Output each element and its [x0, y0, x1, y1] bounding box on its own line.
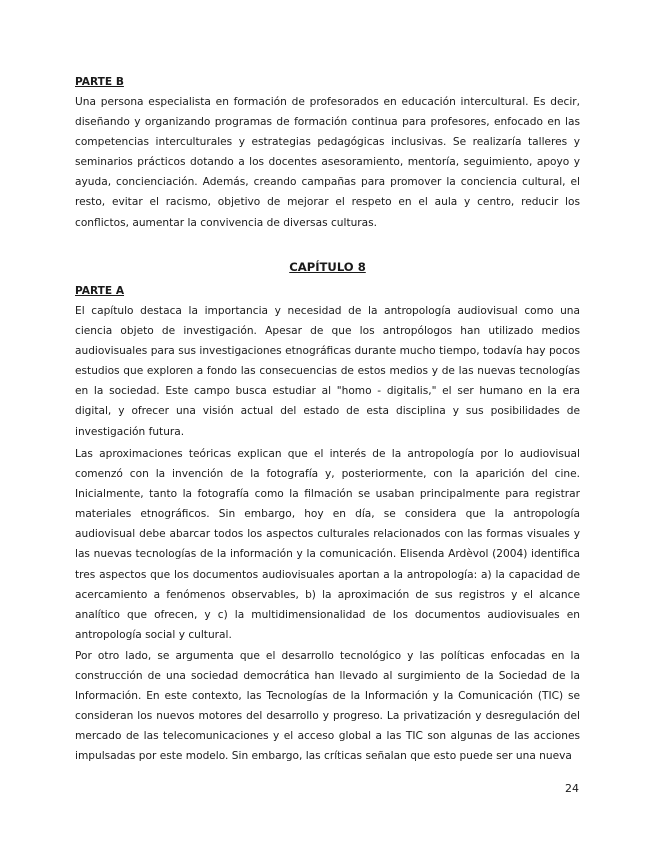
parte-a-section-3 [75, 646, 580, 767]
paragraph-3: Por otro lado, se argumenta que el desarrollo tecnológico y las políticas enfocadas en la construcción de una sociedad democrática han llevado al surgimiento de la Sociedad de la Información. En este contexto, las Tecnologías de la Información y la Comunicación (TIC) se consideran los nuevos motores del desarrollo y progreso. La privatización y desregulación del mercado de las telecomunicaciones y el acceso global a las TIC son algunas de las acciones impulsadas por este modelo. Sin embargo, las críticas señalan que esto puede ser una nueva [75, 650, 580, 763]
parte-b-heading: PARTE B [75, 76, 124, 88]
parte-b-section [75, 72, 580, 233]
paragraph-1: El capítulo destaca la importancia y necesidad de la antropología audiovisual como una ciencia objeto de investigación. Apesar de que los antropólogos han utilizado medios audiovisuales para sus investigaciones etnográficas durante mucho tiempo, todavía hay pocos estudios que exploren a fondo las consecuencias de estos medios y de las nuevas tecnologías en la sociedad. Este campo busca estudiar al "homo - digitalis," el ser humano en la era digital, y ofrecer una visión actual del estado de esta disciplina y sus posibilidades de investigación futura. [75, 305, 580, 438]
paragraph-2: Las aproximaciones teóricas explican que el interés de la antropología por lo audiovisual comenzó con la invención de la fotografía y, posteriormente, con la aparición del cine. Inicialmente, tanto la fotografía como la filmación se usaban principalmente para registrar materiales etnográficos. Sin embargo, hoy en día, se considera que la antropología audiovisual debe abarcar todos los aspectos culturales relacionados con las formas visuales y las nuevas tecnologías de la información y la comunicación. Elisenda Ardèvol (2004) identifica tres aspectos que los documentos audiovisuales aportan a la antropología: a) la capacidad de acercamiento a fenómenos observables, b) la aproximación de sus registros y el alcance analítico que ofrecen, y c) la multidimensionalidad de los documentos audiovisuales en antropología social y cultural. [75, 448, 580, 641]
page-number: 24 [565, 782, 579, 795]
parte-a-section [75, 281, 580, 442]
parte-b-paragraph: Una persona especialista en formación de profesorados en educación intercultural. Es decir, diseñando y organizando programas de formación continua para profesores, enfocado en las competencias interculturales y estrategias pedagógicas inclusivas. Se realizaría talleres y seminarios prácticos dotando a los docentes asesoramiento, mentoría, seguimiento, apoyo y ayuda, concienciación. Además, creando campañas para promover la conciencia cultural, el resto, evitar el racismo, objetivo de mejorar el respeto en el aula y centro, reducir los conflictos, aumentar la convivencia de diversas culturas. [75, 96, 580, 229]
parte-a-heading: PARTE A [75, 285, 125, 297]
parte-a-section-2 [75, 444, 580, 645]
chapter-title: CAPÍTULO 8 [289, 260, 366, 274]
